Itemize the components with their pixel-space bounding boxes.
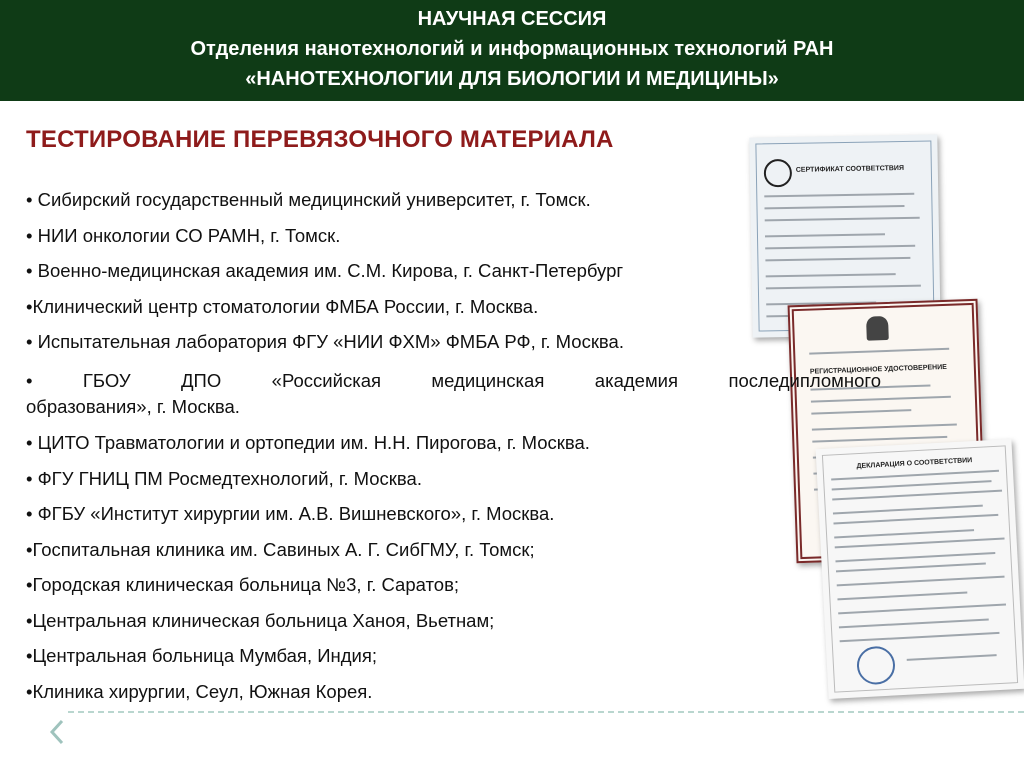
registration-title: РЕГИСТРАЦИОННОЕ УДОСТОВЕРЕНИЕ bbox=[809, 363, 947, 376]
header-line-1: НАУЧНАЯ СЕССИЯ bbox=[417, 8, 607, 30]
list-item: • Военно-медицинская академия им. С.М. Кирова, г. Санкт-Петербург bbox=[26, 260, 624, 281]
list-item: •Клиника хирургии, Сеул, Южная Корея. bbox=[26, 680, 373, 702]
header-line-3: «НАНОТЕХНОЛОГИИ ДЛЯ БИОЛОГИИ И МЕДИЦИНЫ» bbox=[245, 68, 779, 90]
header-banner bbox=[0, 0, 1024, 101]
footer-divider bbox=[68, 711, 1024, 713]
list-item: •Центральная клиническая больница Ханоя, Вьетнам; bbox=[26, 609, 495, 631]
list-item: • Испытательная лаборатория ФГУ «НИИ ФХМ» ФМБА РФ, г. Москва. bbox=[26, 331, 624, 352]
list-item: • ЦИТО Травматологии и ортопедии им. Н.Н. Пирогова, г. Москва. bbox=[26, 432, 590, 453]
declaration-title: ДЕКЛАРАЦИЯ О СООТВЕТСТВИИ bbox=[856, 457, 973, 471]
list-item: • НИИ онкологии СО РАМН, г. Томск. bbox=[26, 224, 341, 246]
list-item: • Сибирский государственный медицинский университет, г. Томск. bbox=[26, 189, 591, 210]
list-item: •Центральная больница Мумбая, Индия; bbox=[26, 645, 378, 666]
certificate-title: СЕРТИФИКАТ СООТВЕТСТВИЯ bbox=[795, 164, 905, 174]
list-item: • ГБОУ ДПО «Российская медицинская академия последипломного bbox=[26, 370, 881, 391]
list-item: • ФГБУ «Институт хирургии им. А.В. Вишневского», г. Москва. bbox=[26, 503, 555, 524]
list-item-continuation: образования», г. Москва. bbox=[26, 396, 240, 417]
list-item: •Госпитальная клиника им. Савиных А. Г. СибГМУ, г. Томск; bbox=[26, 538, 535, 560]
list-item: •Клинический центр стоматологии ФМБА России, г. Москва. bbox=[26, 295, 539, 317]
header-line-2: Отделения нанотехнологий и информационных технологий РАН bbox=[190, 38, 834, 60]
chevron-left-icon[interactable] bbox=[48, 718, 66, 746]
list-item: • ФГУ ГНИЦ ПМ Росмедтехнологий, г. Москва. bbox=[26, 467, 422, 489]
slide-title: ТЕСТИРОВАНИЕ ПЕРЕВЯЗОЧНОГО МАТЕРИАЛА bbox=[26, 126, 614, 153]
list-item: •Городская клиническая больница №3, г. Саратов; bbox=[26, 574, 460, 595]
